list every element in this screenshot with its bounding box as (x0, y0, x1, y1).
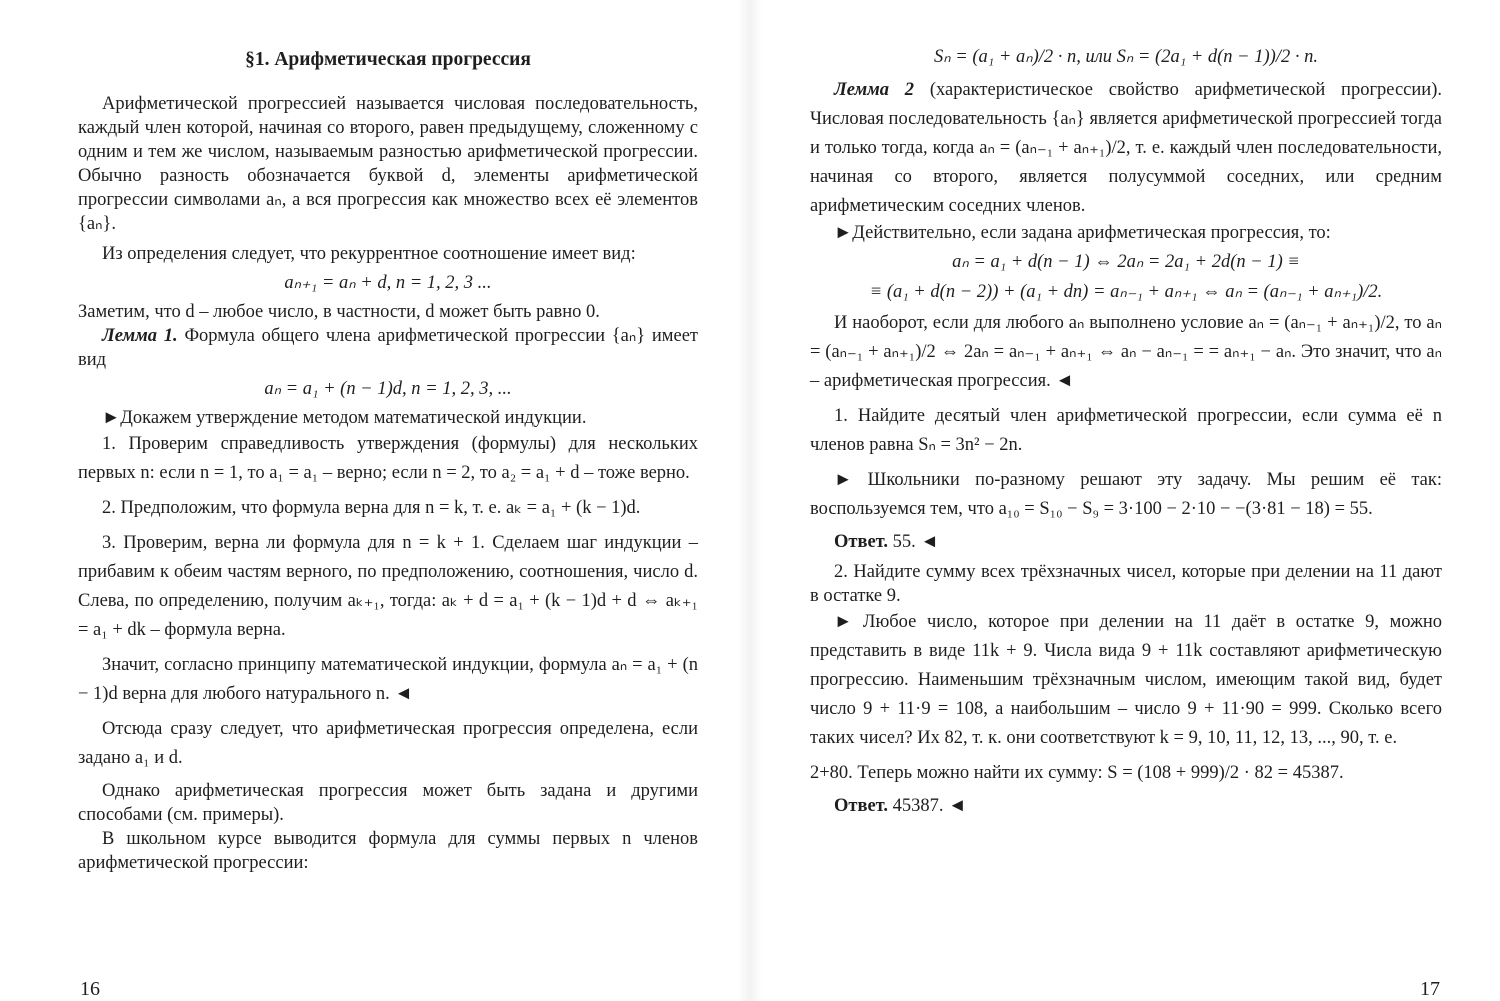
proof-converse: И наоборот, если для любого aₙ выполнено условие aₙ = (aₙ₋₁ + aₙ₊₁)/2, то aₙ = (aₙ₋₁ + aₙ₊₁)/2 ⇔ 2aₙ = aₙ₋₁ + aₙ₊₁ ⇔ aₙ − aₙ₋₁ = = aₙ₊₁ − aₙ. Это значит, что aₙ – арифметическая прогрессия. ◄ (810, 313, 1442, 391)
induction-step-3: 3. Проверим, верна ли формула для n = k + 1. Сделаем шаг индукции – прибавим к обеим частям верного, по предположению, соотношения, число d. Слева, по определению, получим aₖ₊₁, тогда: aₖ + d = a₁ + (k − 1)d + d ⇔ aₖ₊₁ = a₁ + dk – формула верна. (78, 533, 698, 640)
proof-start: ►Докажем утверждение методом математической индукции. (102, 408, 587, 428)
proof-direct: ►Действительно, если задана арифметическая прогрессия, то: (834, 223, 1331, 243)
page-number-right: 17 (1420, 978, 1440, 1000)
definition-paragraph: Арифметической прогрессией называется числовая последовательность, каждый член которой, начиная со второго, равен предыдущему, сложенному с одним и тем же числом, называемым разностью арифметической прогрессии. Обычно разность обозначается буквой d, элементы арифметической прогрессии символами aₙ, а вся прогрессия как множество всех её элементов {aₙ}. (78, 94, 698, 234)
recurrence-intro: Из определения следует, что рекуррентное соотношение имеет вид: (102, 244, 636, 264)
right-page (750, 0, 1500, 1001)
lemma1-paragraph (78, 324, 698, 372)
page-number-left: 16 (80, 978, 100, 1000)
induction-step-2: 2. Предположим, что формула верна для n = k, т. е. aₖ = a₁ + (k − 1)d. (102, 498, 641, 518)
induction-conclusion: Значит, согласно принципу математической индукции, формула aₙ = a₁ + (n − 1)d верна для любого натурального n. ◄ (78, 655, 698, 704)
answer-2-value: 45387. ◄ (888, 796, 967, 816)
recurrence-formula: aₙ₊₁ = aₙ + d, n = 1, 2, 3 ... (284, 273, 492, 293)
task-1: 1. Найдите десятый член арифметической прогрессии, если сумма её n членов равна Sₙ = 3n² − 2n. (810, 406, 1442, 455)
solution-2-end: 2+80. Теперь можно найти их сумму: S = (108 + 999)/2 · 82 = 45387. (810, 763, 1344, 783)
sum-formula-intro: В школьном курсе выводится формула для суммы первых n членов арифметической прогрессии: (78, 829, 698, 873)
lemma2-label: Лемма 2 (834, 80, 915, 100)
task-2: 2. Найдите сумму всех трёхзначных чисел, которые при делении на 11 дают в остатке 9. (810, 562, 1442, 606)
answer-2 (810, 794, 1442, 818)
sum-formula: Sₙ = (a₁ + aₙ)/2 · n, или Sₙ = (2a₁ + d(n − 1))/2 · n. (934, 47, 1318, 67)
solution-2: ► Любое число, которое при делении на 11 даёт в остатке 9, можно представить в виде 11k + 9. Числа вида 9 + 11k составляют арифметическую прогрессию. Наименьшим трёхзначным числом, имеющим такой вид, будет число 9 + 11·9 = 108, а наибольшим – число 9 + 11·90 = 999. Сколько всего таких чисел? Их 82, т. к. они соответствуют k = 9, 10, 11, 12, 13, ..., 90, т. е. (810, 612, 1442, 748)
solution-1: ► Школьники по-разному решают эту задачу. Мы решим её так: воспользуемся тем, что a₁₀ = S₁₀ − S₉ = 3·100 − 2·10 − −(3·81 − 18) = 55. (810, 470, 1442, 519)
other-methods-paragraph: Однако арифметическая прогрессия может быть задана и другими способами (см. примеры). (78, 781, 698, 825)
answer-1-value: 55. ◄ (888, 532, 939, 552)
consequence-paragraph: Отсюда сразу следует, что арифметическая прогрессия определена, если задано a₁ и d. (78, 719, 698, 768)
note-paragraph: Заметим, что d – любое число, в частности, d может быть равно 0. (78, 302, 600, 322)
lemma1-text: Формула общего члена арифметической прогрессии {aₙ} имеет вид (78, 326, 698, 370)
proof-formula-1: aₙ = a₁ + d(n − 1) ⇔ 2aₙ = 2a₁ + 2d(n − 1) ≡ (952, 252, 1300, 272)
answer-1 (810, 530, 1442, 554)
induction-step-1: 1. Проверим справедливость утверждения (формулы) для нескольких первых n: если n = 1, то a₁ = a₁ – верно; если n = 2, то a₂ = a₁ + d – тоже верно. (78, 434, 698, 483)
section-heading: §1. Арифметическая прогрессия (245, 49, 531, 70)
general-term-formula: aₙ = a₁ + (n − 1)d, n = 1, 2, 3, ... (264, 379, 512, 399)
lemma2-text: (характеристическое свойство арифметической прогрессии). Числовая последовательность {aₙ} является арифметической прогрессией тогда и только тогда, когда aₙ = (aₙ₋₁ + aₙ₊₁)/2, т. е. каждый член последовательности, начиная со второго, является полусуммой соседних, или средним арифметическим соседних членов. (810, 80, 1442, 216)
proof-formula-2: ≡ (a₁ + d(n − 2)) + (a₁ + dn) = aₙ₋₁ + aₙ₊₁ ⇔ aₙ = (aₙ₋₁ + aₙ₊₁)/2. (869, 282, 1383, 302)
answer-1-label: Ответ. (834, 532, 889, 552)
lemma1-label: Лемма 1. (102, 326, 178, 346)
answer-2-label: Ответ. (834, 796, 889, 816)
lemma2-paragraph (810, 76, 1442, 221)
